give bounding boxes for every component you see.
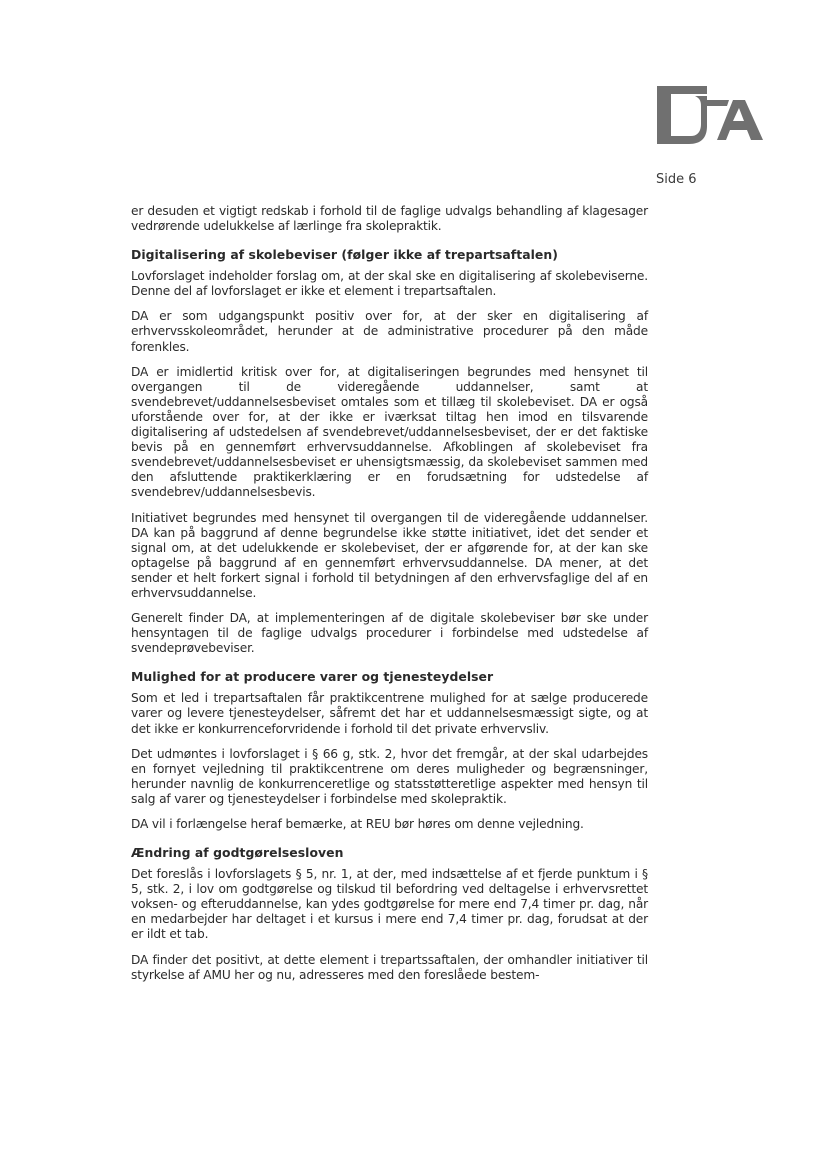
paragraph: Det foreslås i lovforslagets § 5, nr. 1, at der, med indsættelse af et fjerde punktum i § 5, stk. 2, i lov om godtgørelse og tilskud til befordring ved deltagelse i erhvervsrettet voksen- og efteruddannelse, kan ydes godtgørelse for mere end 7,4 timer pr. dag, når en medarbejder har deltaget i et kursus i mere end 7,4 timer pr. dag, forudsat at der er ildt et tab.: [131, 867, 648, 942]
da-logo: [657, 86, 765, 144]
section-heading-digitalisering: Digitalisering af skolebeviser (følger ikke af trepartsaftalen): [131, 247, 558, 263]
page-number: Side 6: [656, 172, 697, 187]
paragraph: Det udmøntes i lovforslaget i § 66 g, stk. 2, hvor det fremgår, at der skal udarbejdes en fornyet vejledning til praktikcentrene om deres muligheder og begrænsninger, herunder navnlig de konkurrenceretlige og statsstøtteretlige aspekter med hensyn til salg af varer og tjenesteydelser i forbindelse med skolepraktik.: [131, 746, 648, 806]
paragraph: er desuden et vigtigt redskab i forhold til de faglige udvalgs behandling af klagesager vedrørende udelukkelse af lærlinge fra skolepraktik.: [131, 204, 648, 234]
paragraph: DA er som udgangspunkt positiv over for, at der sker en digitalisering af erhvervsskoleområdet, herunder at de administrative procedurer på den måde forenkles.: [131, 309, 648, 354]
document-body: [131, 204, 648, 983]
paragraph: Generelt finder DA, at implementeringen af de digitale skolebeviser bør ske under hensyntagen til de faglige udvalgs procedurer i forbindelse med udstedelse af svendeprøvebeviser.: [131, 611, 648, 656]
paragraph: Initiativet begrundes med hensynet til overgangen til de videregående uddannelser. DA kan på baggrund af denne begrundelse ikke støtte initiativet, idet det sender et signal om, at det udelukkende er skolebeviset, der er afgørende for, at der kan ske optagelse på baggrund af en gennemført erhvervsuddannelse. DA mener, at det sender et helt forkert signal i forhold til betydningen af den erhvervsfaglige del af en erhvervsuddannelse.: [131, 510, 648, 600]
paragraph: Lovforslaget indeholder forslag om, at der skal ske en digitalisering af skolebeviserne. Denne del af lovforslaget er ikke et element i trepartsaftalen.: [131, 269, 648, 299]
paragraph: DA er imidlertid kritisk over for, at digitaliseringen begrundes med hensynet til overgangen til de videregående uddannelser, samt at svendebrevet/uddannelsesbeviset omtales som et tillæg til skolebeviset. DA er også uforstående over for, at der ikke er iværksat tiltag hen imod en tilsvarende digitalisering af udstedelsen af svendebrevet/uddannelsesbeviset, der er det faktiske bevis på en gennemført erhvervsuddannelse. Afkoblingen af skolebeviset fra svendebrevet/uddannelsesbeviset er uhensigtsmæssig, da skolebeviset sammen med den afsluttende praktikerklæring er en forudsætning for udstedelse af svendebrev/uddannelsesbevis.: [131, 364, 648, 500]
section-heading-godtgoerelse: Ændring af godtgørelsesloven: [131, 845, 344, 861]
paragraph: Som et led i trepartsaftalen får praktikcentrene mulighed for at sælge producerede varer og levere tjenesteydelser, såfremt det har et uddannelsesmæssigt sigte, og at det ikke er konkurrenceforvridende i forhold til det private erhvervsliv.: [131, 691, 648, 736]
section-heading-mulighed: Mulighed for at producere varer og tjenesteydelser: [131, 669, 494, 685]
paragraph: DA finder det positivt, at dette element i trepartssaftalen, der omhandler initiativer til styrkelse af AMU her og nu, adresseres med den foreslåede bestem-: [131, 952, 648, 982]
paragraph: DA vil i forlængelse heraf bemærke, at REU bør høres om denne vejledning.: [131, 817, 584, 831]
